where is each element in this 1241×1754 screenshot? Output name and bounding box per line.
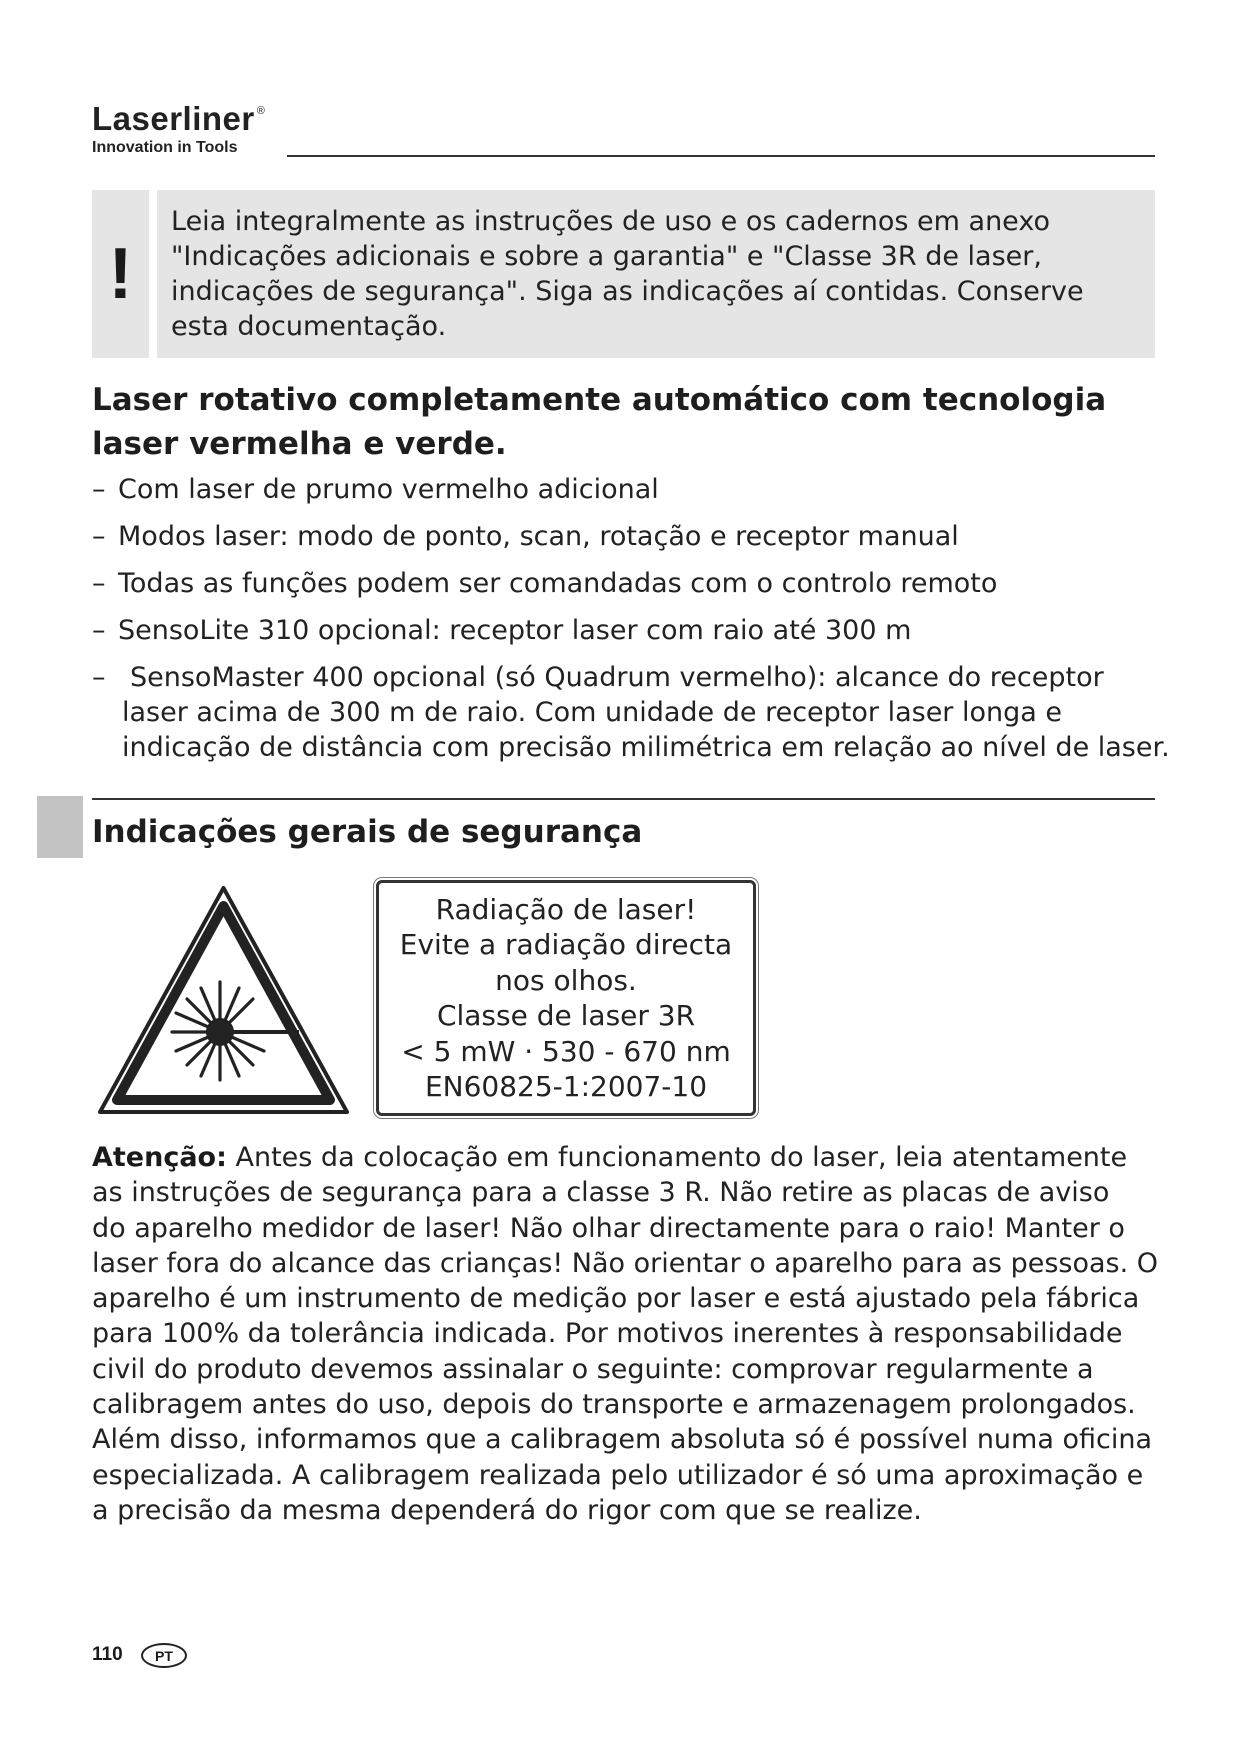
section-title: Indicações gerais de segurança [92,814,643,850]
feature-list [92,472,1172,777]
exclamation-icon: ! [92,190,149,358]
list-item: – Todas as funções podem ser comandadas com o controlo remoto [92,568,998,599]
page-number: 110 [92,1644,123,1665]
registered-mark: ® [256,105,266,117]
dash-bullet: – [92,615,106,646]
laser-warning-label [376,880,756,1116]
paragraph-line: Além disso, informamos que a calibragem absoluta só é possível numa oficina [92,1424,1153,1456]
list-item: – Com laser de prumo vermelho adicional [92,474,659,505]
notice-line: Leia integralmente as instruções de uso e os cadernos em anexo [171,206,1050,237]
paragraph-line: especializada. A calibragem realizada pelo utilizador é só uma aproximação e [92,1459,1144,1491]
notice-line: indicações de segurança". Siga as indicações aí contidas. Conserve [171,276,1084,307]
brand-tagline: Innovation in Tools [92,139,238,156]
dash-bullet: – [92,662,106,693]
brand-logo [92,102,265,135]
dash-bullet: – [92,521,106,552]
paragraph-line: aparelho é um instrumento de medição por laser e está ajustado pela fábrica [92,1283,1140,1315]
paragraph-line: do aparelho medidor de laser! Não olhar directamente para o raio! Manter o [92,1212,1125,1244]
paragraph-line: para 100% da tolerância indicada. Por motivos inerentes à responsabilidade [92,1318,1123,1350]
paragraph-line: a precisão da mesma dependerá do rigor com que se realize. [92,1494,922,1526]
section-tab-marker [37,796,83,858]
paragraph-line: Atenção: Antes da colocação em funcionamento do laser, leia atentamente [92,1142,1128,1173]
label-line: Classe de laser 3R [436,999,696,1032]
label-line: Radiação de laser! [435,892,697,926]
label-line: Evite a radiação directa [399,928,733,961]
list-item: – SensoLite 310 opcional: receptor laser com raio até 300 m [92,615,912,646]
list-item: – Modos laser: modo de ponto, scan, rotação e receptor manual [92,521,959,552]
paragraph-line: civil do produto devemos assinalar o seguinte: comprovar regularmente a [92,1353,1094,1385]
label-line: nos olhos. [495,963,637,997]
dash-bullet: – [92,568,106,599]
dash-bullet: – [92,474,106,505]
attention-paragraph [92,1140,1167,1528]
notice-line: esta documentação. [171,311,447,342]
attention-label: Atenção: [92,1142,227,1173]
paragraph-line: as instruções de segurança para a classe 3 R. Não retire as placas de aviso [92,1177,1110,1209]
label-line: EN60825-1:2007-10 [424,1070,708,1103]
brand-name: Laserliner [92,100,255,137]
notice-line: "Indicações adicionais e sobre a garantia" e "Classe 3R de laser, [171,241,1042,272]
paragraph-line: laser fora do alcance das crianças! Não orientar o aparelho para as pessoas. O [92,1247,1158,1279]
section-divider [92,798,1155,800]
product-title: Laser rotativo completamente automático com tecnologia laser vermelha e verde. [92,382,1107,462]
notice-box [157,190,1155,358]
label-line: < 5 mW · 530 - 670 nm [401,1034,731,1068]
list-item: – SensoMaster 400 opcional (só Quadrum vermelho): alcance do receptor laser acima de 300 m de raio. Com unidade de receptor laser longa e indicação de distância com precisão milimétrica em relação ao nível de laser. [92,662,1170,763]
laser-warning-triangle-icon [96,884,351,1116]
language-badge: PT [141,1643,187,1668]
paragraph-line: calibragem antes do uso, depois do transporte e armazenagem prolongados. [92,1389,1136,1421]
header-divider [287,155,1155,157]
